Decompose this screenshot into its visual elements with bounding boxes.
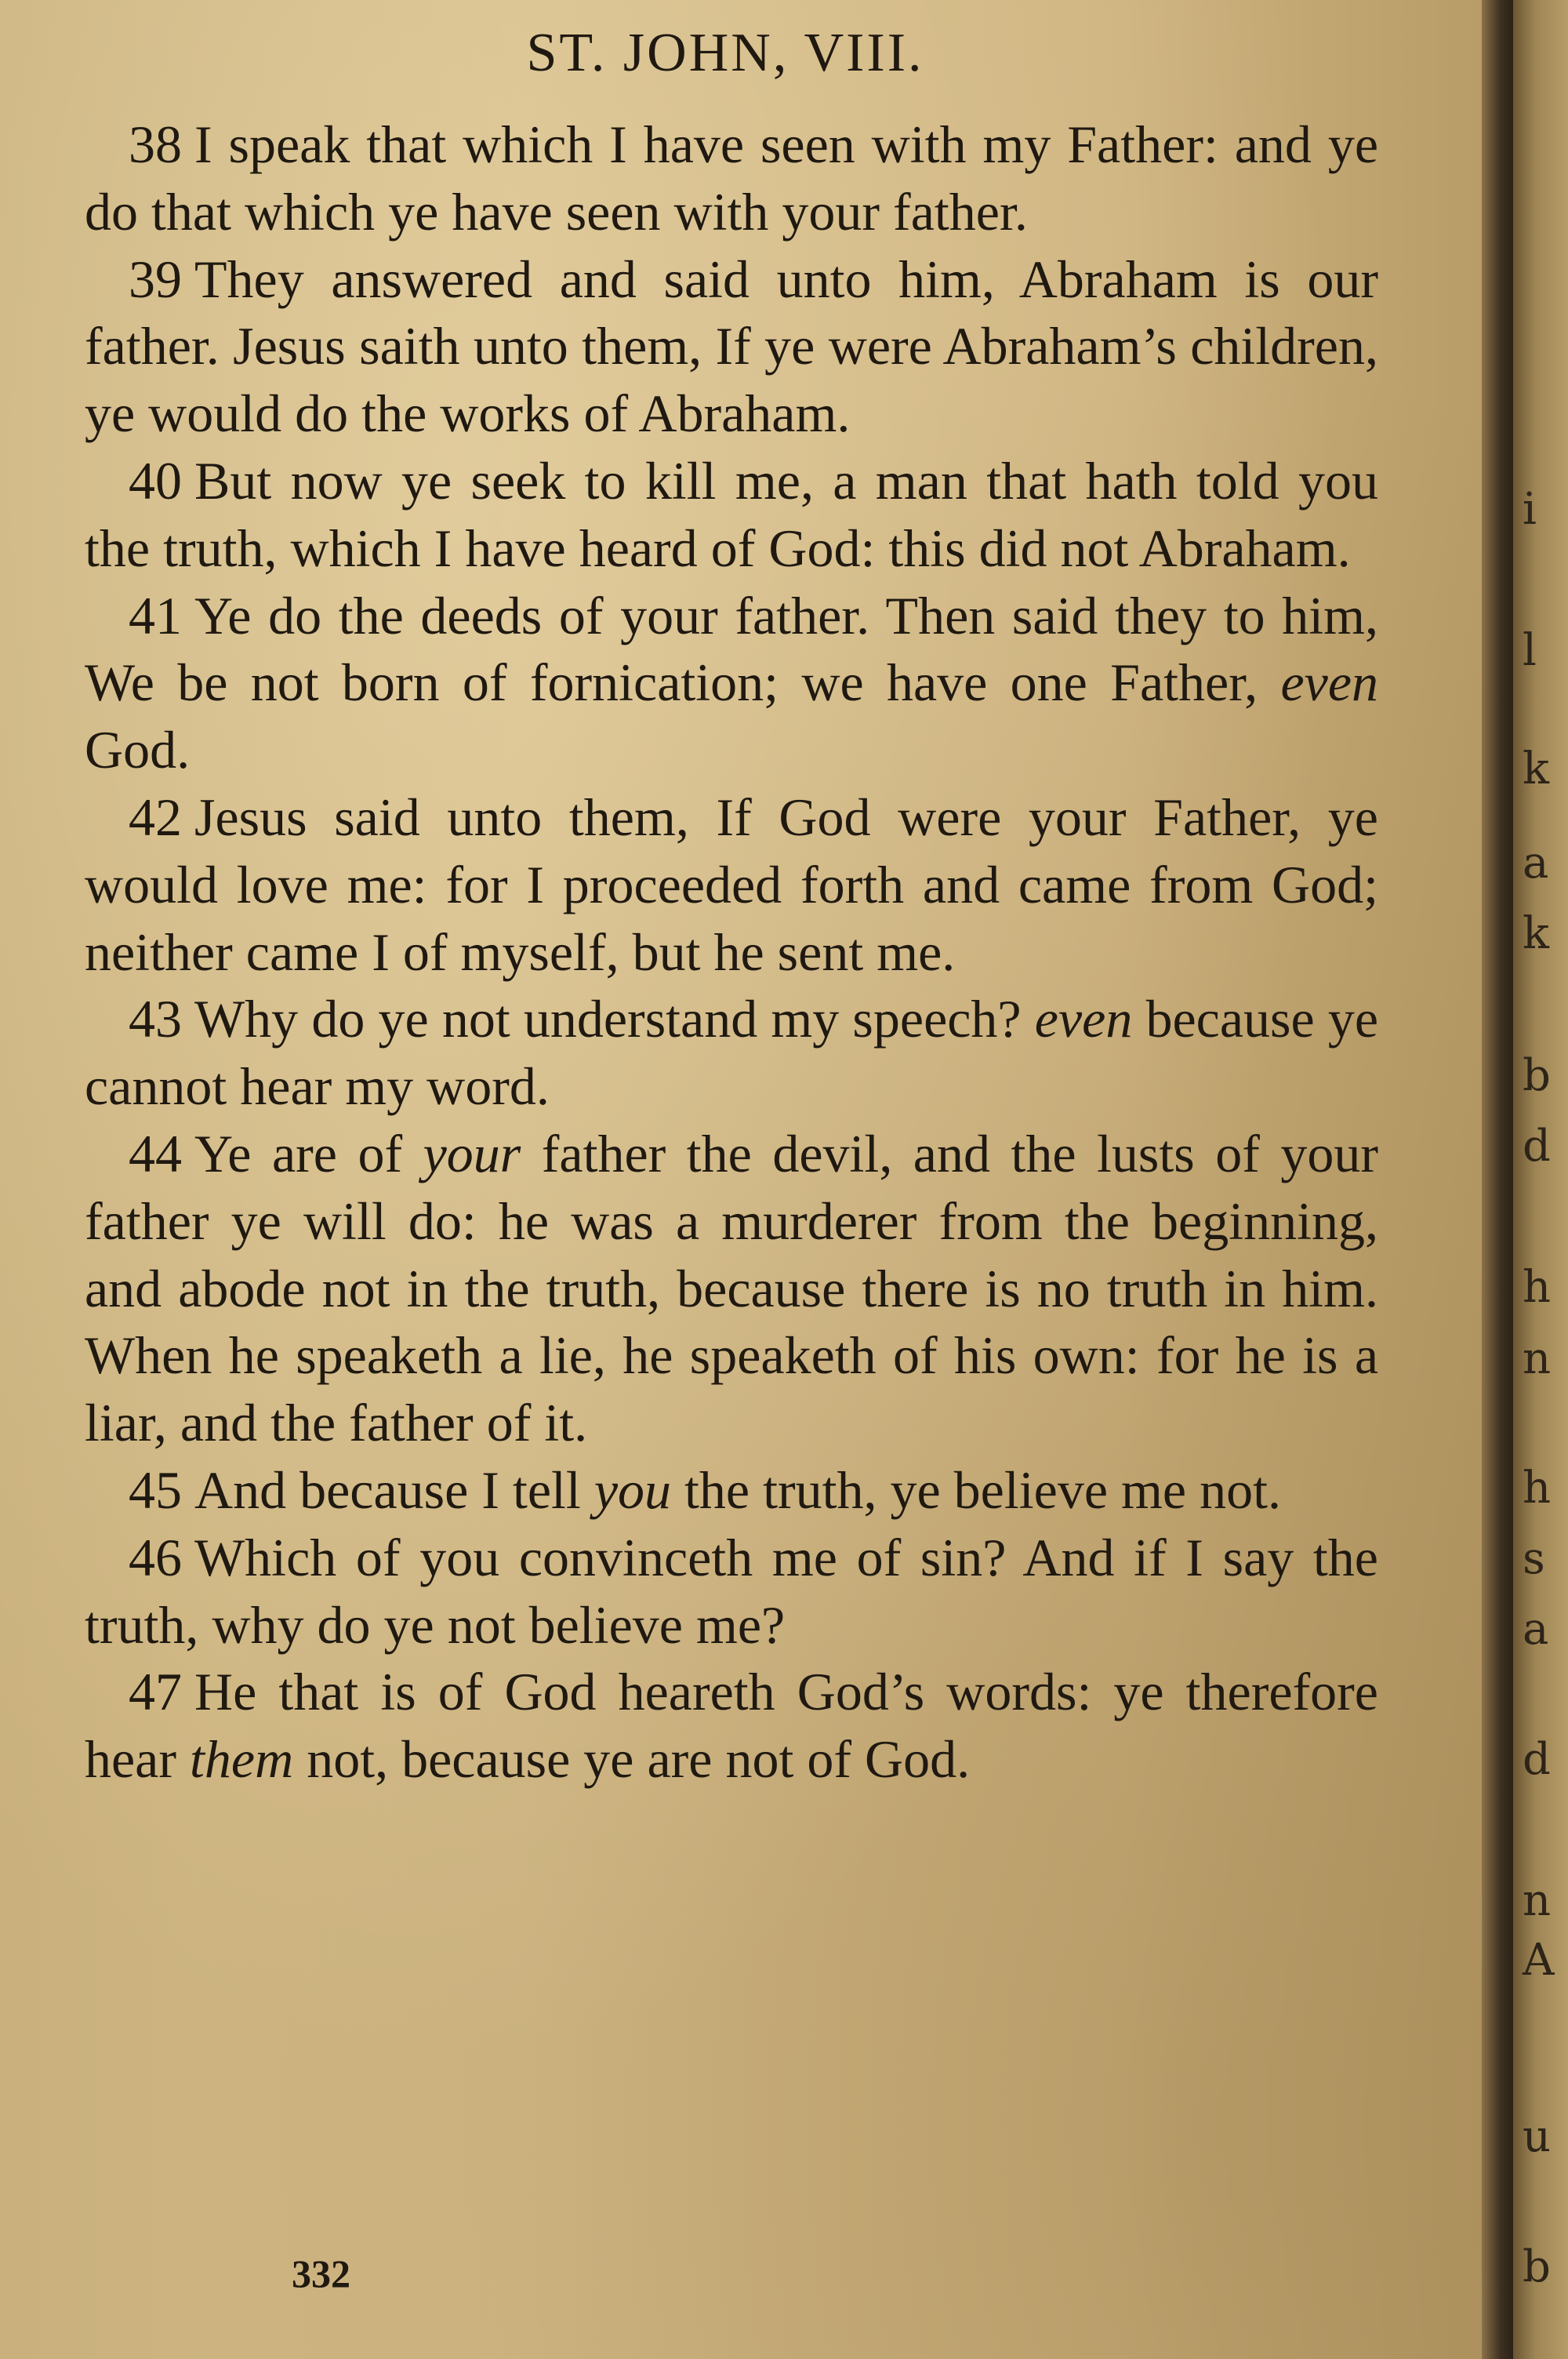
adjacent-page-letter: s (1523, 1533, 1545, 1585)
verse-text: Which of you convinceth me of sin? And if I say the truth, why do ye not believe me? (85, 1527, 1378, 1655)
book-gutter (1482, 0, 1513, 2359)
verse-number: 46 (129, 1527, 182, 1587)
adjacent-page-letter: k (1523, 743, 1549, 794)
verse-number: 44 (129, 1123, 182, 1183)
verse-40 (85, 448, 1378, 583)
adjacent-page-letter: h (1523, 1262, 1552, 1314)
verse-text: I speak that which I have seen with my Father: and ye do that which ye have seen with your father. (85, 114, 1378, 242)
verse-number: 39 (129, 249, 182, 309)
italic-supplied-word: your (423, 1123, 521, 1183)
adjacent-page-letter: u (1523, 2111, 1552, 2163)
italic-supplied-word: them (190, 1729, 294, 1790)
verse-number: 38 (129, 114, 182, 174)
verse-39 (85, 246, 1378, 448)
adjacent-page-letter: a (1523, 837, 1549, 889)
adjacent-page-letter: n (1523, 1332, 1552, 1384)
adjacent-page-letter: d (1523, 1733, 1551, 1785)
verse-45 (85, 1457, 1378, 1525)
adjacent-page-letter: i (1523, 483, 1537, 535)
verse-number: 41 (129, 585, 182, 645)
adjacent-page-letter: h (1523, 1462, 1552, 1514)
running-head: ST. JOHN, VIII. (526, 23, 924, 83)
verse-text: father the devil, and the lusts of your father ye will do: he was a murderer from the beginning, and abode not in the truth, because there is no truth in him. When he speaketh a lie, he speaketh of his own: for he is a liar, and the father of it. (85, 1123, 1379, 1453)
adjacent-page-letter: b (1523, 1049, 1551, 1101)
verse-44 (85, 1121, 1378, 1457)
adjacent-page-edge (1513, 0, 1568, 2359)
italic-supplied-word: you (593, 1459, 671, 1520)
adjacent-page-letter: a (1523, 1604, 1549, 1656)
adjacent-page-letter: n (1523, 1875, 1552, 1927)
italic-supplied-word: even (1280, 652, 1378, 713)
verse-text: He that is of God heareth God’s words: ye therefore hear (85, 1662, 1378, 1790)
verse-38 (85, 111, 1378, 246)
verse-text: And because I tell (194, 1459, 594, 1520)
verse-text: the truth, ye believe me not. (671, 1459, 1281, 1520)
verse-text: But now ye seek to kill me, a man that hath told you the truth, which I have heard of God: this did not Abraham. (85, 450, 1378, 578)
verse-text: Ye do the deeds of your father. Then said they to him, We be not born of fornication; we have one Father, (85, 585, 1378, 713)
verse-41 (85, 583, 1378, 784)
adjacent-page-letter: b (1523, 2241, 1551, 2292)
verse-number: 43 (129, 989, 182, 1049)
adjacent-page-letter: l (1523, 625, 1537, 677)
verse-text: Ye are of (194, 1123, 423, 1183)
verse-text: They answered and said unto him, Abraham is our father. Jesus saith unto them, If ye were Abraham’s children, ye would do the works of Abraham. (85, 249, 1378, 444)
verse-text: God. (85, 720, 191, 780)
italic-supplied-word: even (1034, 989, 1133, 1049)
verse-46 (85, 1525, 1378, 1659)
verse-42 (85, 784, 1378, 986)
verse-text: Jesus said unto them, If God were your Father, ye would love me: for I proceeded forth and came from God; neither came I of myself, but he sent me. (85, 787, 1378, 982)
scripture-text (85, 111, 1378, 1794)
verse-text: because ye cannot hear my word. (85, 989, 1379, 1117)
page-number: 332 (292, 2252, 350, 2295)
verse-47 (85, 1659, 1378, 1794)
verse-number: 47 (129, 1662, 182, 1722)
adjacent-page-letter: d (1523, 1120, 1551, 1172)
adjacent-page-letter: A (1523, 1934, 1555, 1986)
verse-text: not, because ye are not of God. (293, 1729, 971, 1790)
verse-number: 42 (129, 787, 182, 847)
verse-43 (85, 986, 1378, 1121)
verse-number: 45 (129, 1459, 182, 1520)
verse-text: Why do ye not understand my speech? (194, 989, 1035, 1049)
verse-number: 40 (129, 450, 182, 511)
adjacent-page-letter: k (1523, 908, 1549, 960)
